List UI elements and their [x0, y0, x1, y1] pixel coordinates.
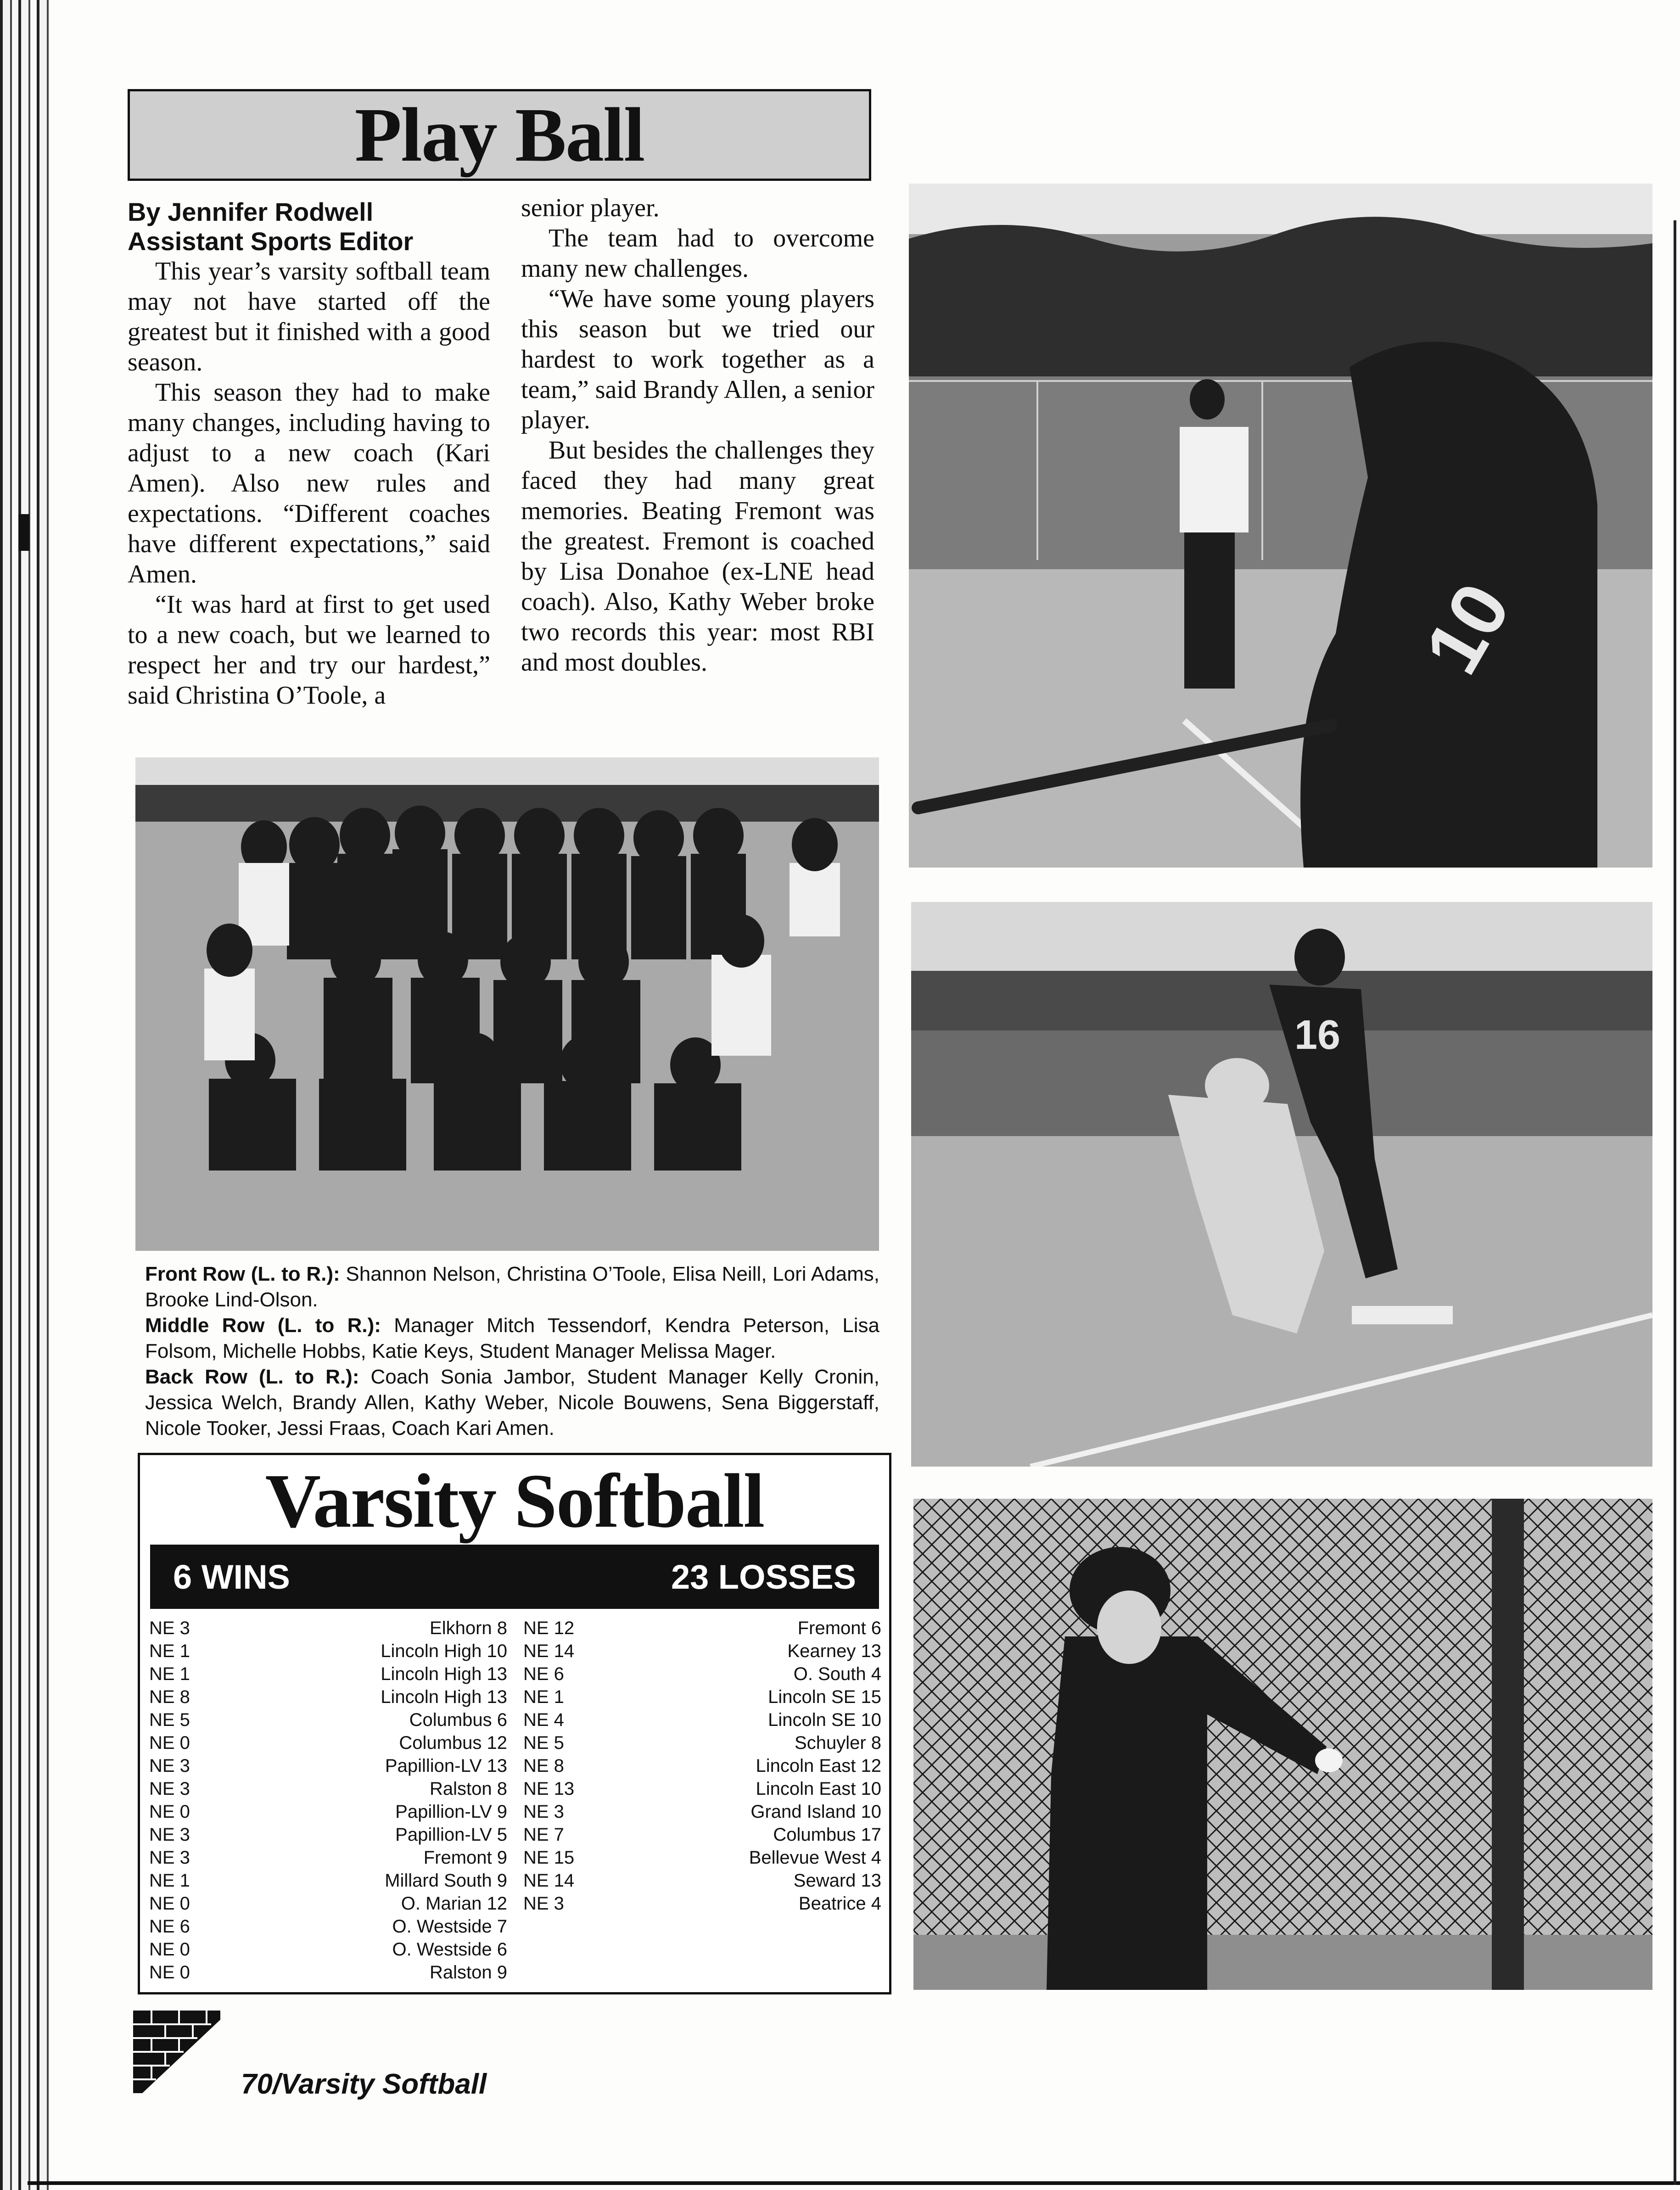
- opponent-score: Beatrice 4: [798, 1893, 881, 1914]
- binding-edge: [0, 0, 50, 2190]
- bottom-rule: [28, 2181, 1680, 2185]
- game-row: [149, 1869, 507, 1892]
- game-row: [149, 1800, 507, 1823]
- opponent-score: Papillion-LV 5: [395, 1825, 507, 1845]
- batter-photo: [909, 184, 1652, 868]
- paragraph: “We have some young players this season but we tried our hardest to work together as a team,” said Brandy Allen, a senior player.: [521, 285, 874, 434]
- game-row: [523, 1892, 881, 1915]
- article-column-2: [521, 193, 874, 678]
- game-row: [523, 1754, 881, 1777]
- wins-total: 6 WINS: [173, 1557, 290, 1596]
- ne-score: NE 0: [149, 1939, 190, 1960]
- ne-score: NE 15: [523, 1848, 575, 1868]
- opponent-score: Grand Island 10: [750, 1802, 881, 1822]
- game-row: [149, 1708, 507, 1731]
- opponent-score: Bellevue West 4: [749, 1848, 881, 1868]
- scoreboard-heading: Varsity Softball: [265, 1458, 764, 1544]
- record-bar: [150, 1545, 879, 1609]
- game-row: [523, 1617, 881, 1640]
- opponent-score: O. Westside 7: [392, 1916, 507, 1937]
- ne-score: NE 3: [523, 1893, 564, 1914]
- brick-wall-icon: [133, 2011, 220, 2093]
- article-column-1: [128, 197, 490, 711]
- svg-text:16: 16: [1294, 1012, 1341, 1058]
- opponent-score: Lincoln High 10: [381, 1641, 507, 1661]
- ne-score: NE 4: [523, 1710, 564, 1730]
- caption-names: Shannon Nelson, Christina O’Toole, Elisa Neill, Lori Adams, Brooke Lind-Olson.: [145, 1263, 879, 1311]
- game-row: [523, 1731, 881, 1754]
- opponent-score: O. Marian 12: [401, 1893, 507, 1914]
- ne-score: NE 6: [149, 1916, 190, 1937]
- opponent-score: Papillion-LV 9: [395, 1802, 507, 1822]
- opponent-score: O. South 4: [793, 1664, 881, 1684]
- paragraph: “It was hard at first to get used to a new coach, but we learned to respect her and try our hardest,” said Christina O’Toole, a: [128, 590, 490, 710]
- byline-role: Assistant Sports Editor: [128, 227, 414, 256]
- caption-names: Manager Mitch Tessendorf, Kendra Peterson, Lisa Folsom, Michelle Hobbs, Katie Keys, Student Manager Melissa Mager.: [145, 1314, 879, 1362]
- game-row: [149, 1915, 507, 1938]
- opponent-score: Millard South 9: [385, 1871, 507, 1891]
- batter-swing-photo: [913, 1499, 1652, 1990]
- opponent-score: Columbus 17: [773, 1825, 881, 1845]
- caption-back-row: [145, 1364, 879, 1441]
- game-row: [523, 1777, 881, 1800]
- title-box: [128, 89, 871, 181]
- base-runner-photo: [911, 902, 1652, 1467]
- game-row: [523, 1800, 881, 1823]
- ne-score: NE 8: [523, 1756, 564, 1776]
- ne-score: NE 8: [149, 1687, 190, 1707]
- opponent-score: O. Westside 6: [392, 1939, 507, 1960]
- game-row: [149, 1823, 507, 1846]
- game-row: [149, 1640, 507, 1663]
- caption-middle-row: [145, 1313, 879, 1364]
- game-row: [523, 1846, 881, 1869]
- game-row: [149, 1754, 507, 1777]
- ne-score: NE 3: [149, 1779, 190, 1799]
- ne-score: NE 13: [523, 1779, 575, 1799]
- caption-front-row: [145, 1261, 879, 1313]
- game-row: [149, 1777, 507, 1800]
- paragraph: This year’s varsity softball team may not have started off the greatest but it finished with a good season.: [128, 257, 490, 376]
- opponent-score: Lincoln SE 15: [768, 1687, 881, 1707]
- caption-label: Back Row (L. to R.):: [145, 1366, 359, 1388]
- opponent-score: Columbus 6: [409, 1710, 507, 1730]
- team-photo: [135, 757, 879, 1251]
- caption-label: Middle Row (L. to R.):: [145, 1314, 381, 1337]
- opponent-score: Lincoln East 10: [756, 1779, 881, 1799]
- game-row: [523, 1663, 881, 1686]
- ne-score: NE 3: [149, 1756, 190, 1776]
- game-row: [523, 1708, 881, 1731]
- ne-score: NE 0: [149, 1733, 190, 1753]
- game-row: [523, 1869, 881, 1892]
- opponent-score: Ralston 9: [430, 1962, 507, 1983]
- byline-name: By Jennifer Rodwell: [128, 197, 374, 226]
- game-row: [149, 1617, 507, 1640]
- opponent-score: Lincoln SE 10: [768, 1710, 881, 1730]
- page-title: Play Ball: [354, 92, 644, 178]
- game-row: [149, 1892, 507, 1915]
- opponent-score: Ralston 8: [430, 1779, 507, 1799]
- opponent-score: Seward 13: [793, 1871, 881, 1891]
- caption-label: Front Row (L. to R.):: [145, 1263, 340, 1285]
- ne-score: NE 1: [149, 1664, 190, 1684]
- binding-mark: [18, 514, 29, 551]
- ne-score: NE 5: [149, 1710, 190, 1730]
- game-row: [149, 1686, 507, 1708]
- game-row: [149, 1663, 507, 1686]
- opponent-score: Kearney 13: [787, 1641, 881, 1661]
- ne-score: NE 6: [523, 1664, 564, 1684]
- opponent-score: Lincoln High 13: [381, 1664, 507, 1684]
- opponent-score: Fremont 6: [797, 1618, 881, 1638]
- ne-score: NE 3: [149, 1825, 190, 1845]
- paragraph: The team had to overcome many new challenges.: [521, 224, 874, 283]
- paragraph: This season they had to make many changes, including having to adjust to a new coach (Kari Amen). Also new rules and expectations. “Different coaches have different expectations,” said Amen.: [128, 378, 490, 588]
- game-row: [523, 1823, 881, 1846]
- games-column-left: [149, 1617, 507, 1984]
- page-footer: 70/Varsity Softball: [241, 2068, 487, 2100]
- losses-total: 23 LOSSES: [671, 1557, 856, 1596]
- ne-score: NE 1: [523, 1687, 564, 1707]
- ne-score: NE 7: [523, 1825, 564, 1845]
- games-column-right: [523, 1617, 881, 1915]
- paragraph-continued: senior player.: [521, 194, 660, 222]
- svg-text:10: 10: [1408, 569, 1527, 688]
- game-row: [523, 1686, 881, 1708]
- ne-score: NE 0: [149, 1802, 190, 1822]
- ne-score: NE 1: [149, 1871, 190, 1891]
- right-rule: [1674, 220, 1676, 2185]
- opponent-score: Columbus 12: [399, 1733, 507, 1753]
- game-row: [149, 1731, 507, 1754]
- ne-score: NE 3: [149, 1848, 190, 1868]
- paragraph: But besides the challenges they faced they had many great memories. Beating Fremont was the greatest. Fremont is coached by Lisa Donahoe (ex-LNE head coach). Also, Kathy Weber broke two records this year: most RBI and most doubles.: [521, 436, 874, 677]
- ne-score: NE 0: [149, 1962, 190, 1983]
- game-row: [523, 1640, 881, 1663]
- team-photo-caption: [145, 1261, 879, 1441]
- game-row: [149, 1846, 507, 1869]
- ne-score: NE 14: [523, 1871, 575, 1891]
- ne-score: NE 3: [149, 1618, 190, 1638]
- ne-score: NE 5: [523, 1733, 564, 1753]
- game-row: [149, 1938, 507, 1961]
- ne-score: NE 3: [523, 1802, 564, 1822]
- scoreboard-box: [138, 1453, 891, 1994]
- opponent-score: Schuyler 8: [795, 1733, 881, 1753]
- game-row: [149, 1961, 507, 1984]
- opponent-score: Fremont 9: [423, 1848, 507, 1868]
- ne-score: NE 0: [149, 1893, 190, 1914]
- opponent-score: Lincoln East 12: [756, 1756, 881, 1776]
- ne-score: NE 14: [523, 1641, 575, 1661]
- ne-score: NE 1: [149, 1641, 190, 1661]
- opponent-score: Lincoln High 13: [381, 1687, 507, 1707]
- ne-score: NE 12: [523, 1618, 575, 1638]
- caption-names: Coach Sonia Jambor, Student Manager Kelly Cronin, Jessica Welch, Brandy Allen, Kathy Weber, Nicole Bouwens, Sena Biggerstaff, Nicole Tooker, Jessi Fraas, Coach Kari Amen.: [145, 1366, 879, 1439]
- opponent-score: Papillion-LV 13: [385, 1756, 507, 1776]
- opponent-score: Elkhorn 8: [430, 1618, 507, 1638]
